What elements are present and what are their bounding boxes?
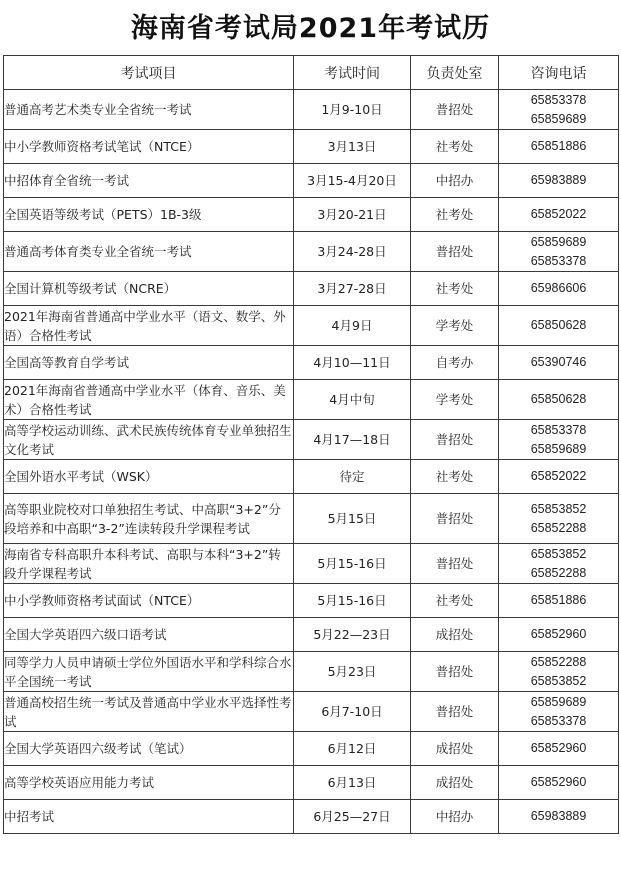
table-row: [4, 544, 619, 584]
table-row: [4, 164, 619, 198]
exam-item-cell: 高等职业院校对口单独招生考试、中高职“3+2”分段培养和中高职“3-2”连读转段升学课程考试: [4, 494, 294, 544]
phone-cell: [499, 198, 619, 232]
exam-time-cell: 3月13日: [294, 130, 411, 164]
phone-number: 65859689: [530, 694, 587, 709]
exam-time-cell: 3月27-28日: [294, 272, 411, 306]
exam-item-cell: 全国计算机等级考试（NCRE）: [4, 272, 294, 306]
table-row: [4, 800, 619, 834]
exam-item-cell: 中招体育全省统一考试: [4, 164, 294, 198]
phone-number: 65852288: [530, 565, 587, 580]
exam-item-cell: 高等学校运动训练、武术民族传统体育专业单独招生文化考试: [4, 420, 294, 460]
table-row: [4, 380, 619, 420]
phone-cell: [499, 346, 619, 380]
header-exam-time: 考试时间: [294, 56, 411, 90]
table-row: [4, 232, 619, 272]
office-cell: 成招处: [411, 766, 499, 800]
exam-item-cell: 全国大学英语四六级口语考试: [4, 618, 294, 652]
office-cell: 社考处: [411, 272, 499, 306]
table-row: [4, 766, 619, 800]
table-row: [4, 460, 619, 494]
phone-number: 65853852: [530, 501, 587, 516]
phone-number: 65852960: [530, 627, 587, 641]
exam-item-cell: 全国大学英语四六级考试（笔试）: [4, 732, 294, 766]
phone-cell: [499, 306, 619, 346]
office-cell: 学考处: [411, 306, 499, 346]
phone-number: 65852960: [530, 741, 587, 755]
exam-item-cell: 普通高校招生统一考试及普通高中学业水平选择性考试: [4, 692, 294, 732]
table-row: [4, 494, 619, 544]
phone-number: 65983889: [530, 173, 587, 187]
phone-number: 65852288: [530, 520, 587, 535]
phone-number: 65853852: [530, 673, 587, 688]
phone-number: 65850628: [530, 318, 587, 332]
phone-cell: [499, 460, 619, 494]
exam-time-cell: 4月9日: [294, 306, 411, 346]
table-row: [4, 130, 619, 164]
phone-number: 65852960: [530, 775, 587, 789]
exam-item-cell: 中招考试: [4, 800, 294, 834]
office-cell: 普招处: [411, 692, 499, 732]
table-row: [4, 732, 619, 766]
phone-number: 65852022: [530, 469, 587, 483]
table-row: [4, 420, 619, 460]
phone-cell: [499, 732, 619, 766]
table-row: [4, 692, 619, 732]
phone-number: 65853852: [530, 546, 587, 561]
exam-time-cell: 5月15-16日: [294, 584, 411, 618]
exam-time-cell: 4月10—11日: [294, 346, 411, 380]
phone-cell: [499, 494, 619, 544]
exam-time-cell: 6月7-10日: [294, 692, 411, 732]
office-cell: 社考处: [411, 460, 499, 494]
exam-time-cell: 6月13日: [294, 766, 411, 800]
office-cell: 普招处: [411, 90, 499, 130]
phone-number: 65853378: [530, 253, 587, 268]
office-cell: 中招办: [411, 164, 499, 198]
office-cell: 自考办: [411, 346, 499, 380]
table-row: [4, 346, 619, 380]
phone-cell: [499, 232, 619, 272]
header-responsible-office: 负责处室: [411, 56, 499, 90]
exam-time-cell: 3月15-4月20日: [294, 164, 411, 198]
office-cell: 普招处: [411, 232, 499, 272]
exam-time-cell: 待定: [294, 460, 411, 494]
exam-item-cell: 全国高等教育自学考试: [4, 346, 294, 380]
phone-cell: [499, 164, 619, 198]
exam-item-cell: 普通高考体育类专业全省统一考试: [4, 232, 294, 272]
office-cell: 普招处: [411, 544, 499, 584]
phone-cell: [499, 800, 619, 834]
exam-item-cell: 2021年海南省普通高中学业水平（语文、数学、外语）合格性考试: [4, 306, 294, 346]
phone-number: 65859689: [530, 234, 587, 249]
exam-time-cell: 3月20-21日: [294, 198, 411, 232]
header-contact-phone: 咨询电话: [499, 56, 619, 90]
page-title: 海南省考试局2021年考试历: [130, 13, 491, 44]
table-header-row: [4, 56, 619, 90]
exam-time-cell: 5月22—23日: [294, 618, 411, 652]
office-cell: 普招处: [411, 494, 499, 544]
exam-time-cell: 4月17—18日: [294, 420, 411, 460]
phone-number: 65859689: [530, 111, 587, 126]
phone-number: 65853378: [530, 713, 587, 728]
exam-time-cell: 5月23日: [294, 652, 411, 692]
phone-number: 65859689: [530, 441, 587, 456]
office-cell: 学考处: [411, 380, 499, 420]
table-row: [4, 618, 619, 652]
exam-item-cell: 同等学力人员申请硕士学位外国语水平和学科综合水平全国统一考试: [4, 652, 294, 692]
phone-cell: [499, 420, 619, 460]
office-cell: 社考处: [411, 198, 499, 232]
exam-item-cell: 高等学校英语应用能力考试: [4, 766, 294, 800]
phone-number: 65852022: [530, 207, 587, 221]
exam-item-cell: 中小学教师资格考试笔试（NTCE）: [4, 130, 294, 164]
office-cell: 成招处: [411, 732, 499, 766]
table-row: [4, 272, 619, 306]
phone-number: 65390746: [530, 355, 587, 369]
exam-item-cell: 2021年海南省普通高中学业水平（体育、音乐、美术）合格性考试: [4, 380, 294, 420]
exam-time-cell: 1月9-10日: [294, 90, 411, 130]
phone-cell: [499, 766, 619, 800]
table-row: [4, 652, 619, 692]
phone-number: 65983889: [530, 809, 587, 823]
table-row: [4, 90, 619, 130]
phone-number: 65851886: [530, 139, 587, 153]
phone-number: 65986606: [530, 281, 587, 295]
phone-cell: [499, 618, 619, 652]
phone-number: 65852288: [530, 654, 587, 669]
phone-number: 65850628: [530, 392, 587, 406]
phone-cell: [499, 692, 619, 732]
exam-item-cell: 全国英语等级考试（PETS）1B-3级: [4, 198, 294, 232]
office-cell: 社考处: [411, 584, 499, 618]
exam-item-cell: 中小学教师资格考试面试（NTCE）: [4, 584, 294, 618]
office-cell: 成招处: [411, 618, 499, 652]
phone-number: 65853378: [530, 422, 587, 437]
exam-time-cell: 5月15日: [294, 494, 411, 544]
phone-cell: [499, 652, 619, 692]
table-row: [4, 306, 619, 346]
table-row: [4, 198, 619, 232]
phone-cell: [499, 380, 619, 420]
exam-item-cell: 全国外语水平考试（WSK）: [4, 460, 294, 494]
office-cell: 社考处: [411, 130, 499, 164]
exam-item-cell: 海南省专科高职升本科考试、高职与本科“3+2”转段升学课程考试: [4, 544, 294, 584]
phone-cell: [499, 130, 619, 164]
phone-cell: [499, 272, 619, 306]
exam-item-cell: 普通高考艺术类专业全省统一考试: [4, 90, 294, 130]
exam-time-cell: 3月24-28日: [294, 232, 411, 272]
table-row: [4, 584, 619, 618]
office-cell: 普招处: [411, 420, 499, 460]
office-cell: 中招办: [411, 800, 499, 834]
exam-time-cell: 6月25—27日: [294, 800, 411, 834]
office-cell: 普招处: [411, 652, 499, 692]
exam-schedule-table: [3, 55, 619, 834]
exam-time-cell: 6月12日: [294, 732, 411, 766]
exam-time-cell: 4月中旬: [294, 380, 411, 420]
phone-number: 65853378: [530, 92, 587, 107]
header-exam-item: 考试项目: [4, 56, 294, 90]
exam-time-cell: 5月15-16日: [294, 544, 411, 584]
phone-cell: [499, 90, 619, 130]
phone-cell: [499, 584, 619, 618]
phone-number: 65851886: [530, 593, 587, 607]
phone-cell: [499, 544, 619, 584]
